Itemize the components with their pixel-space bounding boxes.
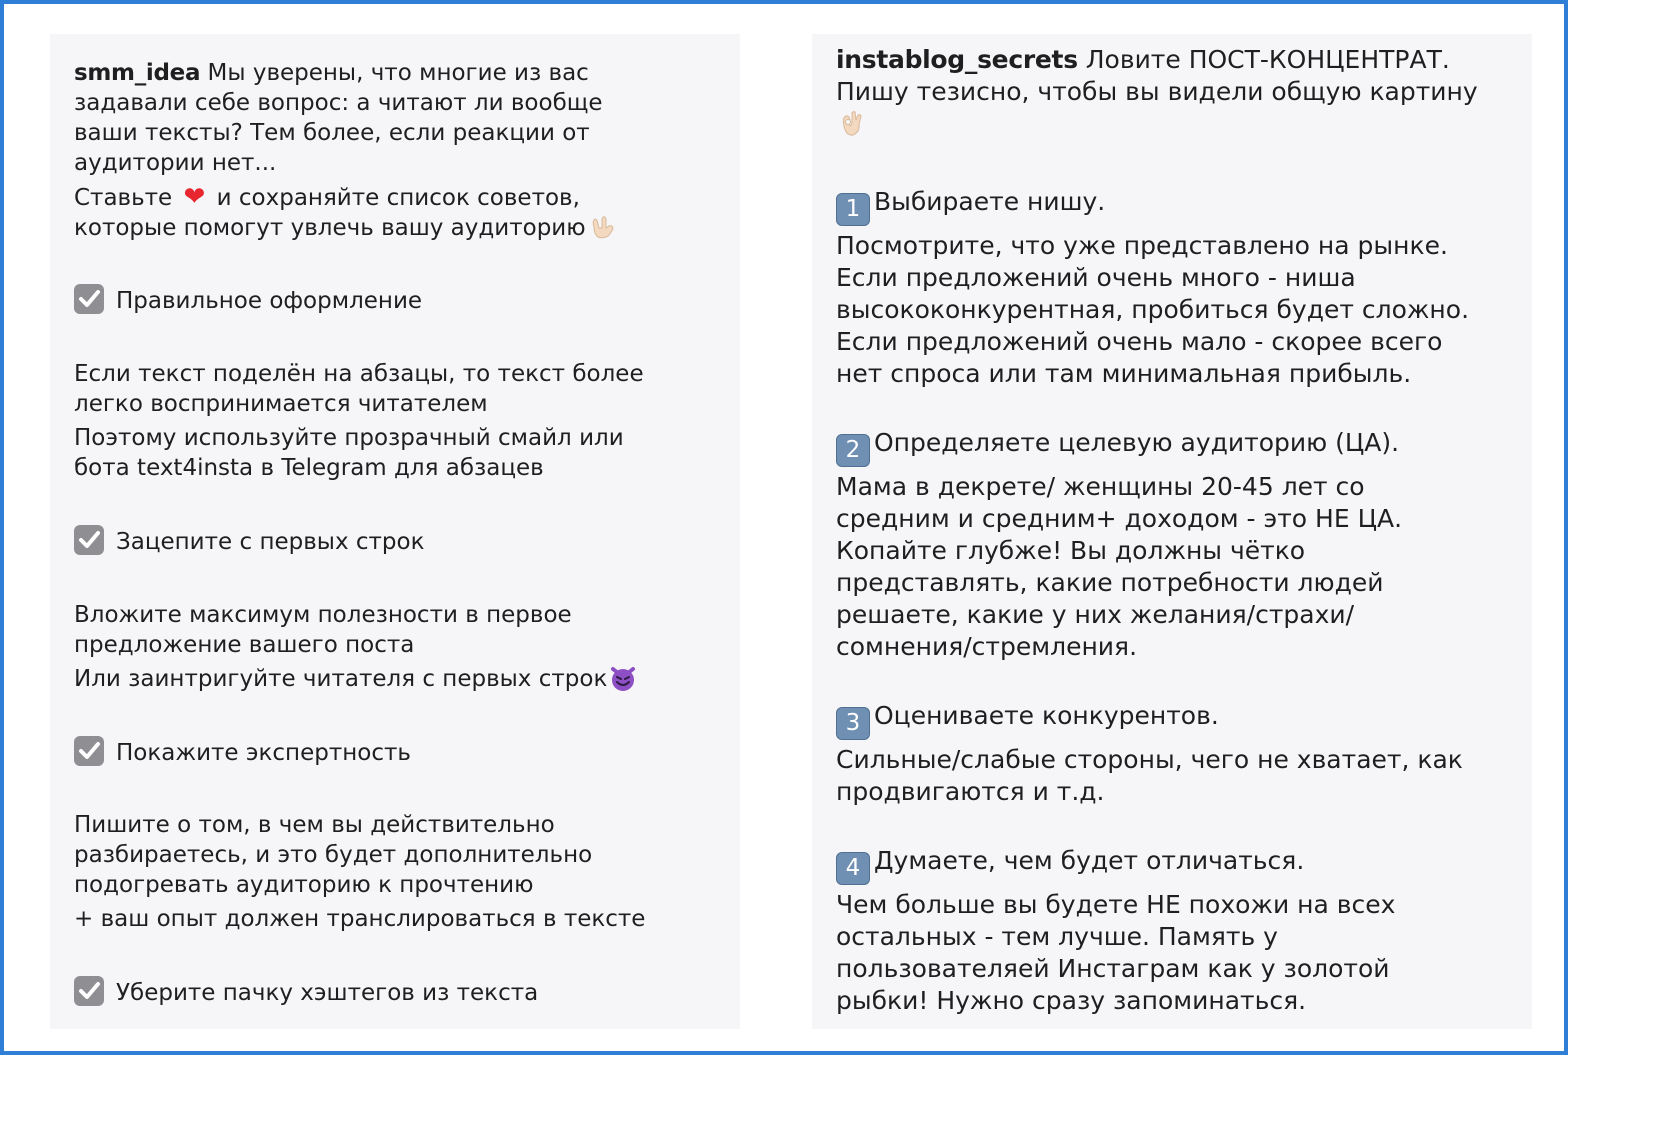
left-intro-line: аудитории нет... <box>74 150 277 176</box>
item-body-line: решаете, какие у них желания/страхи/ <box>836 600 1355 629</box>
keycap-number-icon: 4 <box>836 852 870 885</box>
section-heading: Правильное оформление <box>116 288 423 314</box>
item-body-line: Посмотрите, что уже представлено на рынке. <box>836 231 1448 260</box>
smiling-devil-emoji <box>609 664 637 692</box>
right-item-3 <box>836 700 1463 808</box>
left-post-caption <box>50 34 740 1029</box>
item-body-line: остальных - тем лучше. Память у <box>836 922 1278 951</box>
cta-text: и сохраняйте список советов, <box>216 185 580 211</box>
item-heading: Оцениваете конкурентов. <box>874 701 1219 730</box>
body-line: Вложите максимум полезности в первое <box>74 602 572 628</box>
section-heading: Зацепите с первых строк <box>116 529 425 555</box>
section-heading: Уберите пачку хэштегов из текста <box>116 980 539 1006</box>
check-box-icon <box>74 976 104 1006</box>
item-body-line: нет спроса или там минимальная прибыль. <box>836 359 1412 388</box>
left-username[interactable]: smm_idea <box>74 60 201 86</box>
keycap-number-icon: 3 <box>836 707 870 740</box>
left-section-3-heading <box>74 736 411 768</box>
horns-hand-emoji <box>588 213 616 241</box>
check-box-icon <box>74 736 104 766</box>
item-body-line: сомнения/стремления. <box>836 632 1138 661</box>
body-line: бота text4insta в Telegram для абзацев <box>74 455 544 481</box>
left-section-2-heading <box>74 525 424 557</box>
left-section-1-body <box>74 359 644 483</box>
item-body-line: Мама в декрете/ женщины 20-45 лет со <box>836 472 1365 501</box>
check-box-icon <box>74 284 104 314</box>
body-line: Если текст поделён на абзацы, то текст более <box>74 361 644 387</box>
left-intro-line: задавали себе вопрос: а читают ли вообще <box>74 90 603 116</box>
heart-emoji: ❤ <box>183 182 206 212</box>
left-section-4-heading <box>74 976 538 1008</box>
item-body-line: представлять, какие потребности людей <box>836 568 1384 597</box>
item-heading: Думаете, чем будет отличаться. <box>874 846 1305 875</box>
item-body-line: продвигаются и т.д. <box>836 777 1105 806</box>
body-line: легко воспринимается читателем <box>74 391 488 417</box>
keycap-number-icon: 1 <box>836 193 870 226</box>
left-section-1-heading <box>74 284 422 316</box>
left-intro-line: Мы уверены, что многие из вас <box>207 60 589 86</box>
right-post-caption <box>812 34 1532 1029</box>
ok-hand-emoji <box>836 108 866 138</box>
right-item-4 <box>836 845 1395 1017</box>
left-section-3-body <box>74 810 645 934</box>
right-username[interactable]: instablog_secrets <box>836 45 1078 74</box>
body-line: предложение вашего поста <box>74 632 415 658</box>
item-body-line: средним и средним+ доходом - это НЕ ЦА. <box>836 504 1403 533</box>
body-line: подогревать аудиторию к прочтению <box>74 872 534 898</box>
body-line: разбираетесь, и это будет дополнительно <box>74 842 593 868</box>
right-item-2 <box>836 427 1402 663</box>
right-intro <box>836 44 1478 140</box>
body-line: Поэтому используйте прозрачный смайл или <box>74 425 624 451</box>
check-box-icon <box>74 525 104 555</box>
body-line: Или заинтригуйте читателя с первых строк <box>74 666 608 692</box>
item-body-line: Если предложений очень много - ниша <box>836 263 1356 292</box>
item-heading: Выбираете нишу. <box>874 187 1106 216</box>
left-section-2-body <box>74 600 637 694</box>
item-body-line: рыбки! Нужно сразу запоминаться. <box>836 986 1307 1015</box>
body-line: + ваш опыт должен транслироваться в тексте <box>74 906 646 932</box>
cta-text: которые помогут увлечь вашу аудиторию <box>74 215 586 241</box>
item-body-line: Сильные/слабые стороны, чего не хватает, как <box>836 745 1463 774</box>
left-intro-line: ваши тексты? Тем более, если реакции от <box>74 120 590 146</box>
right-item-1 <box>836 186 1469 390</box>
item-body-line: пользователяей Инстаграм как у золотой <box>836 954 1390 983</box>
section-heading: Покажите экспертность <box>116 740 411 766</box>
right-intro-text: Ловите ПОСТ-КОНЦЕНТРАТ. <box>1085 45 1450 74</box>
item-body-line: Чем больше вы будете НЕ похожи на всех <box>836 890 1396 919</box>
item-body-line: Если предложений очень мало - скорее всего <box>836 327 1443 356</box>
item-body-line: высококонкурентная, пробиться будет сложно. <box>836 295 1470 324</box>
keycap-number-icon: 2 <box>836 434 870 467</box>
cta-text: Ставьте <box>74 185 173 211</box>
left-intro <box>74 58 603 178</box>
right-intro-text: Пишу тезисно, чтобы вы видели общую картину <box>836 77 1478 106</box>
item-body-line: Копайте глубже! Вы должны чётко <box>836 536 1306 565</box>
left-cta <box>74 182 616 243</box>
item-heading: Определяете целевую аудиторию (ЦА). <box>874 428 1400 457</box>
body-line: Пишите о том, в чем вы действительно <box>74 812 555 838</box>
